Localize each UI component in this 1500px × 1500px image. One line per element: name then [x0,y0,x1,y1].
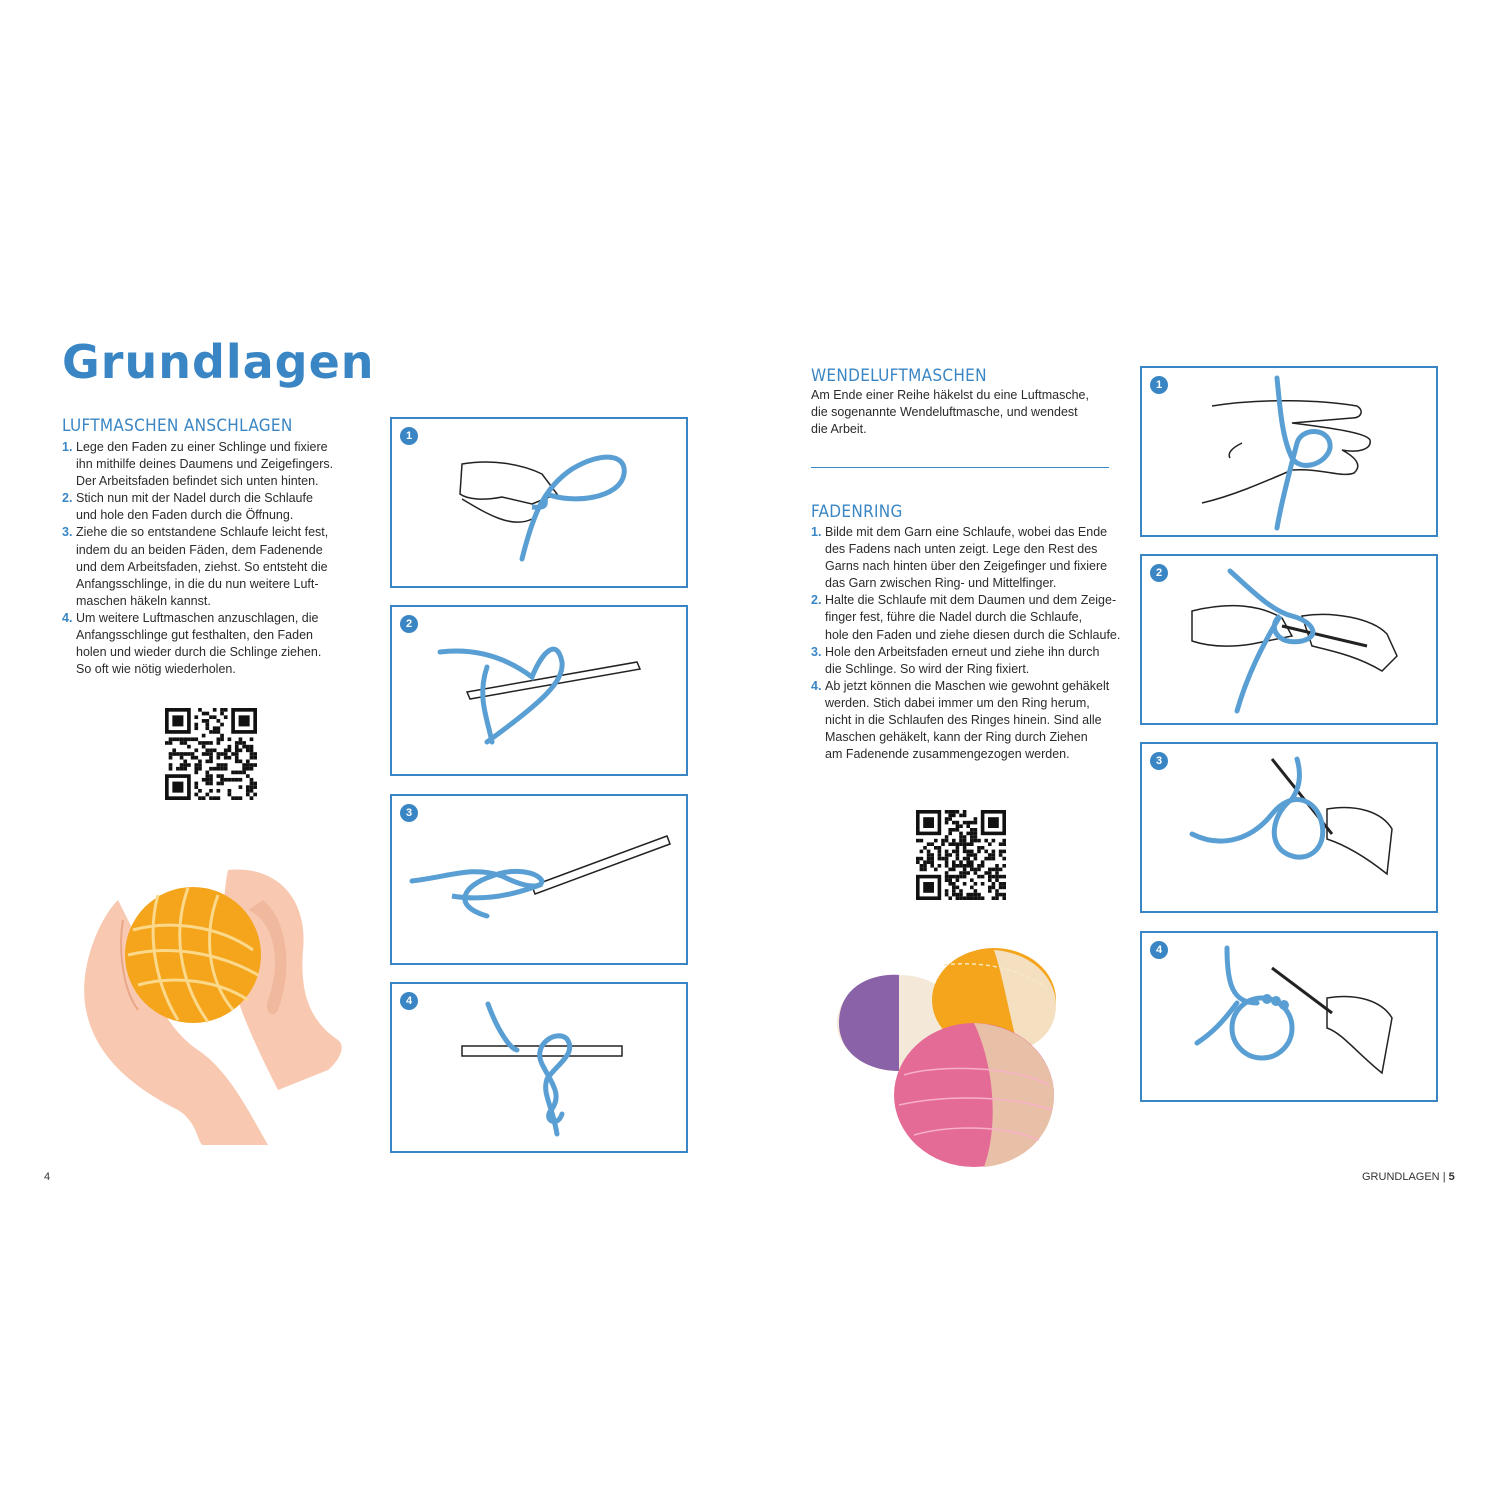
right-step-panel-4 [1140,931,1438,1102]
page-number-right: 5 [1448,1171,1455,1183]
finger-loop-illustration [1142,368,1440,539]
step-text-line: hole den Faden und ziehe diesen durch die Schlaufe. [825,627,1121,642]
step-badge: 2 [400,615,418,633]
step-number: 3. [62,525,73,540]
step-badge: 3 [400,804,418,822]
page-number-left: 4 [44,1171,51,1183]
page-title: Grundlagen [62,335,375,389]
right-step-panel-1 [1140,366,1438,537]
step-text-line: holen und wieder durch die Schlinge ziehen. [76,645,322,660]
step-text-line: Lege den Faden zu einer Schlinge und fixiere [76,440,328,454]
step-number: 1. [62,440,73,454]
step-text-line: indem du an beiden Fäden, dem Fadenende [76,542,323,557]
step-badge: 1 [400,427,418,445]
luftmaschen-step-3 [62,524,362,609]
fadenring-step-2 [811,592,1121,643]
step-number: 4. [811,678,822,693]
step-text-line: Bilde mit dem Garn eine Schlaufe, wobei das Ende [825,525,1108,539]
section-divider [811,467,1109,468]
paragraph-line: die Arbeit. [811,422,867,437]
step-badge: 1 [1150,376,1168,394]
ring-fixed-illustration [1142,744,1440,915]
luftmaschen-steps [62,439,362,678]
step-text-line: finger fest, führe die Nadel durch die Schlaufe, [825,610,1083,625]
section-heading-fadenring: FADENRING [811,502,903,522]
step-text-line: das Garn zwischen Ring- und Mittelfinger. [825,576,1057,591]
step-number: 3. [811,644,822,659]
hook-through-loop-illustration [392,607,690,778]
step-text-line: Halte die Schlaufe mit dem Daumen und dem Zeige- [825,593,1117,608]
step-badge: 3 [1150,752,1168,770]
step-text-line: ihn mithilfe deines Daumens und Zeigefingers. [76,457,334,472]
step-text-line: So oft wie nötig wiederholen. [76,662,236,677]
section-heading-luftmaschen: LUFTMASCHEN ANSCHLAGEN [62,416,293,436]
fadenring-step-3 [811,644,1121,678]
step-number: 1. [811,525,822,539]
fadenring-step-1 [811,524,1121,592]
chain-stitch-illustration [392,984,690,1155]
step-text-line: die Schlinge. So wird der Ring fixiert. [825,661,1030,676]
step-text-line: Der Arbeitsfaden befindet sich unten hinten. [76,474,319,489]
right-step-panel-3 [1140,742,1438,913]
hook-into-ring-illustration [1142,556,1440,727]
luftmaschen-step-4 [62,610,362,678]
step-text-line: am Fadenende zusammengezogen werden. [825,747,1070,762]
step-text-line: Stich nun mit der Nadel durch die Schlaufe [76,491,313,506]
section-heading-wendeluftmaschen: WENDELUFTMASCHEN [811,366,987,386]
left-step-panel-3 [390,794,688,965]
footer-separator: | [1442,1171,1446,1183]
step-text-line: Anfangsschlinge, in die du nun weitere Luft- [76,576,319,591]
fadenring-step-4 [811,678,1121,763]
crochet-around-ring-illustration [1142,933,1440,1104]
left-step-panel-2 [390,605,688,776]
paragraph-line: Am Ende einer Reihe häkelst du eine Luftmasche, [811,388,1089,402]
step-text-line: Ziehe die so entstandene Schlaufe leicht fest, [76,525,329,540]
luftmaschen-step-1 [62,439,362,490]
step-badge: 2 [1150,564,1168,582]
hands-yarn-ball-illustration [78,860,348,1145]
step-text-line: Maschen gehäkelt, kann der Ring durch Ziehen [825,730,1088,745]
footer-section-label: GRUNDLAGEN [1362,1171,1440,1183]
step-badge: 4 [400,992,418,1010]
wendeluftmaschen-text [811,387,1111,438]
left-step-panel-4 [390,982,688,1153]
paragraph-line: die sogenannte Wendeluftmasche, und wendest [811,405,1078,420]
yarn-balls-illustration [834,945,1064,1173]
step-text-line: Garns nach hinten über den Zeigefinger und fixiere [825,559,1108,574]
step-number: 4. [62,610,73,625]
step-text-line: Anfangsschlinge gut festhalten, den Faden [76,628,313,643]
step-number: 2. [811,593,822,608]
luftmaschen-step-2 [62,490,362,524]
step-text-line: maschen häkeln kannst. [76,593,211,608]
step-text-line: nicht in die Schlaufen des Ringes hinein. Sind alle [825,713,1102,728]
step-badge: 4 [1150,941,1168,959]
left-step-panel-1 [390,417,688,588]
qr-code-icon[interactable] [916,810,1006,900]
right-step-panel-2 [1140,554,1438,725]
step-number: 2. [62,491,73,506]
running-footer-right [1362,1171,1455,1183]
step-text-line: des Fadens nach unten zeigt. Lege den Rest des [825,542,1098,557]
step-text-line: und hole den Faden durch die Öffnung. [76,508,294,523]
slip-knot-loop-illustration [392,419,690,590]
step-text-line: und dem Arbeitsfaden, ziehst. So entsteht die [76,559,328,574]
tighten-loop-illustration [392,796,690,967]
qr-code-icon[interactable] [165,708,257,800]
step-text-line: Ab jetzt können die Maschen wie gewohnt gehäkelt [825,678,1110,693]
step-text-line: werden. Stich dabei immer um den Ring herum, [825,695,1090,710]
fadenring-steps [811,524,1121,763]
step-text-line: Hole den Arbeitsfaden erneut und ziehe ihn durch [825,644,1100,659]
step-text-line: Um weitere Luftmaschen anzuschlagen, die [76,610,319,625]
